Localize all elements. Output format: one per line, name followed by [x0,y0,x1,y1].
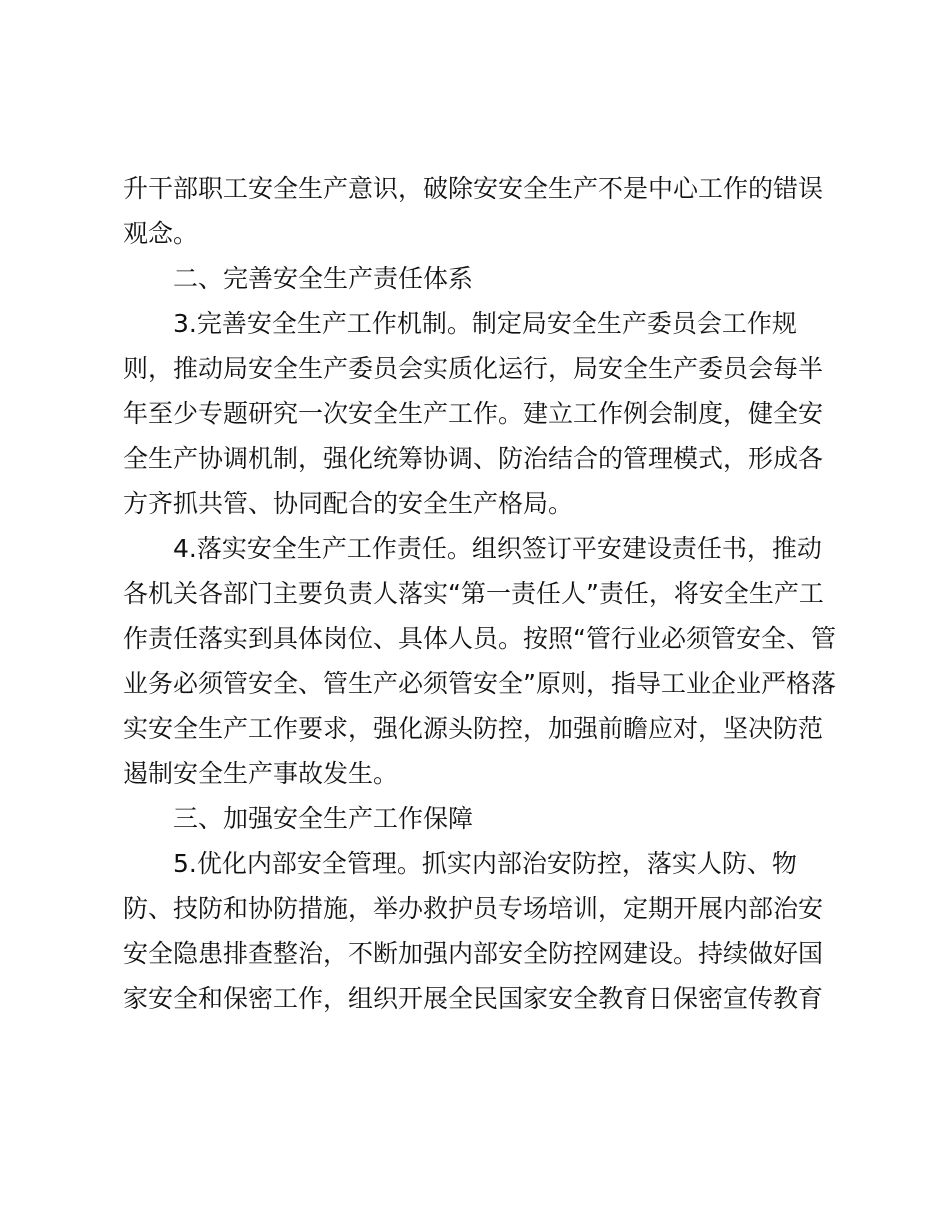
text-line: 全生产协调机制，强化统筹协调、防治结合的管理模式，形成各 [123,444,824,473]
text-line: 防、技防和协防措施，举办救护员专场培训，定期开展内部治安 [123,894,824,923]
text-line: 则，推动局安全生产委员会实质化运行，局安全生产委员会每半 [123,354,824,383]
text-line: 升干部职工安全生产意识，破除安安全生产不是中心工作的错误 [123,174,824,203]
text-line: 实安全生产工作要求，强化源头防控，加强前瞻应对，坚决防范 [123,714,824,743]
text-line: 方齐抓共管、协同配合的安全生产格局。 [123,489,574,518]
text-line: 5.优化内部安全管理。抓实内部治安防控，落实人防、物 [173,849,797,878]
paragraph-continuation [123,166,835,256]
text-line: 4.落实安全生产工作责任。组织签订平安建设责任书，推动 [173,534,822,563]
text-line: 作责任落实到具体岗位、具体人员。按照“管行业必须管安全、管 [123,624,836,653]
document-body [123,166,835,1021]
text-line: 遏制安全生产事故发生。 [123,759,399,788]
heading-line: 二、完善安全生产责任体系 [173,264,474,293]
text-line: 业务必须管安全、管生产必须管安全”原则，指导工业企业严格落 [123,669,836,698]
text-line: 年至少专题研究一次安全生产工作。建立工作例会制度，健全安 [123,399,824,428]
paragraph-item-3 [123,301,835,526]
section-heading-2 [123,256,835,301]
text-line: 安全隐患排查整治，不断加强内部安全防控网建设。持续做好国 [123,939,824,968]
paragraph-item-4 [123,526,835,796]
text-line: 家安全和保密工作，组织开展全民国家安全教育日保密宣传教育 [123,984,824,1013]
section-heading-3 [123,796,835,841]
text-line: 各机关各部门主要负责人落实“第一责任人”责任，将安全生产工 [123,579,824,608]
paragraph-item-5 [123,841,835,1021]
heading-line: 三、加强安全生产工作保障 [173,804,474,833]
text-line: 观念。 [123,219,199,248]
text-line: 3.完善安全生产工作机制。制定局安全生产委员会工作规 [173,309,797,338]
